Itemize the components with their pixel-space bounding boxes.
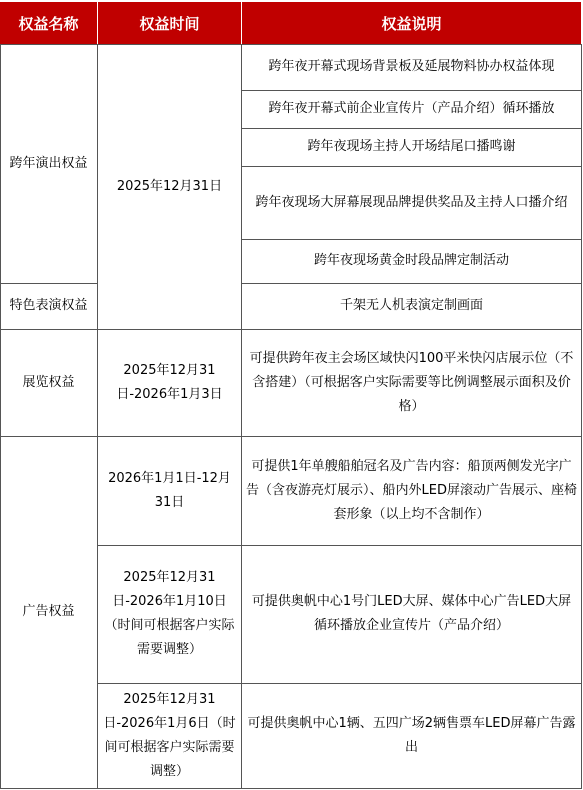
desc-cell: 跨年夜开幕式现场背景板及延展物料协办权益体现 [268,59,555,74]
group-new-year-performance: 跨年演出权益 [9,155,88,171]
header-benefit-desc: 权益说明 [242,2,581,44]
border-line [0,44,582,45]
group-exhibition: 展览权益 [22,374,75,390]
header-benefit-name: 权益名称 [0,2,97,44]
time-cell: 2026年1月1日-12月31日 [108,470,231,510]
border-line [0,283,98,284]
desc-cell: 可提供跨年夜主会场区域快闪100平米快闪店展示位（不含搭建）（可根据客户实际需要等比例调整展示面积及价格） [249,350,574,414]
desc-cell: 跨年夜现场大屏幕展现品牌提供奖品及主持人口播介绍 [255,194,568,210]
border-line [241,166,582,167]
desc-cell: 千架无人机表演定制画面 [339,298,483,313]
border-line [241,90,582,91]
border-line [97,683,582,684]
border-line [0,44,1,789]
border-line [0,788,582,789]
group-special-performance: 特色表演权益 [9,298,88,313]
time-cell: 2025年12月31日-2026年1月6日（时间可根据客户实际需要调整） [103,691,236,779]
desc-cell: 可提供奥帆中心1辆、五四广场2辆售票车LED屏幕广告露出 [247,715,576,755]
border-line [0,436,582,437]
header-benefit-time: 权益时间 [98,2,241,44]
group-advertising: 广告权益 [22,604,75,619]
border-line [97,44,98,789]
time-cell: 2025年12月31日-2026年1月3日 [116,362,223,402]
border-line [241,239,582,240]
border-line [241,128,582,129]
desc-cell: 跨年夜开幕式前企业宣传片（产品介绍）循环播放 [268,101,555,116]
desc-cell: 跨年夜现场主持人开场结尾口播鸣谢 [307,139,516,154]
border-line [0,329,582,330]
desc-cell: 可提供1年单艘船舶冠名及广告内容：船顶两侧发光字广告（含夜游亮灯展示）、船内外LED屏滚动广告展示、座椅套形象（以上均不含制作） [246,458,577,522]
border-line [581,44,582,789]
time-cell: 2025年12月31日 [116,178,223,194]
desc-cell: 跨年夜现场黄金时段品牌定制活动 [313,253,509,268]
border-line [241,283,582,284]
time-cell: 2025年12月31日-2026年1月10日（时间可根据客户实际需要调整） [104,570,235,657]
border-line [97,545,582,546]
desc-cell: 可提供奥帆中心1号门LED大屏、媒体中心广告LED大屏循环播放企业宣传片（产品介绍） [251,594,572,633]
border-line [241,44,242,789]
